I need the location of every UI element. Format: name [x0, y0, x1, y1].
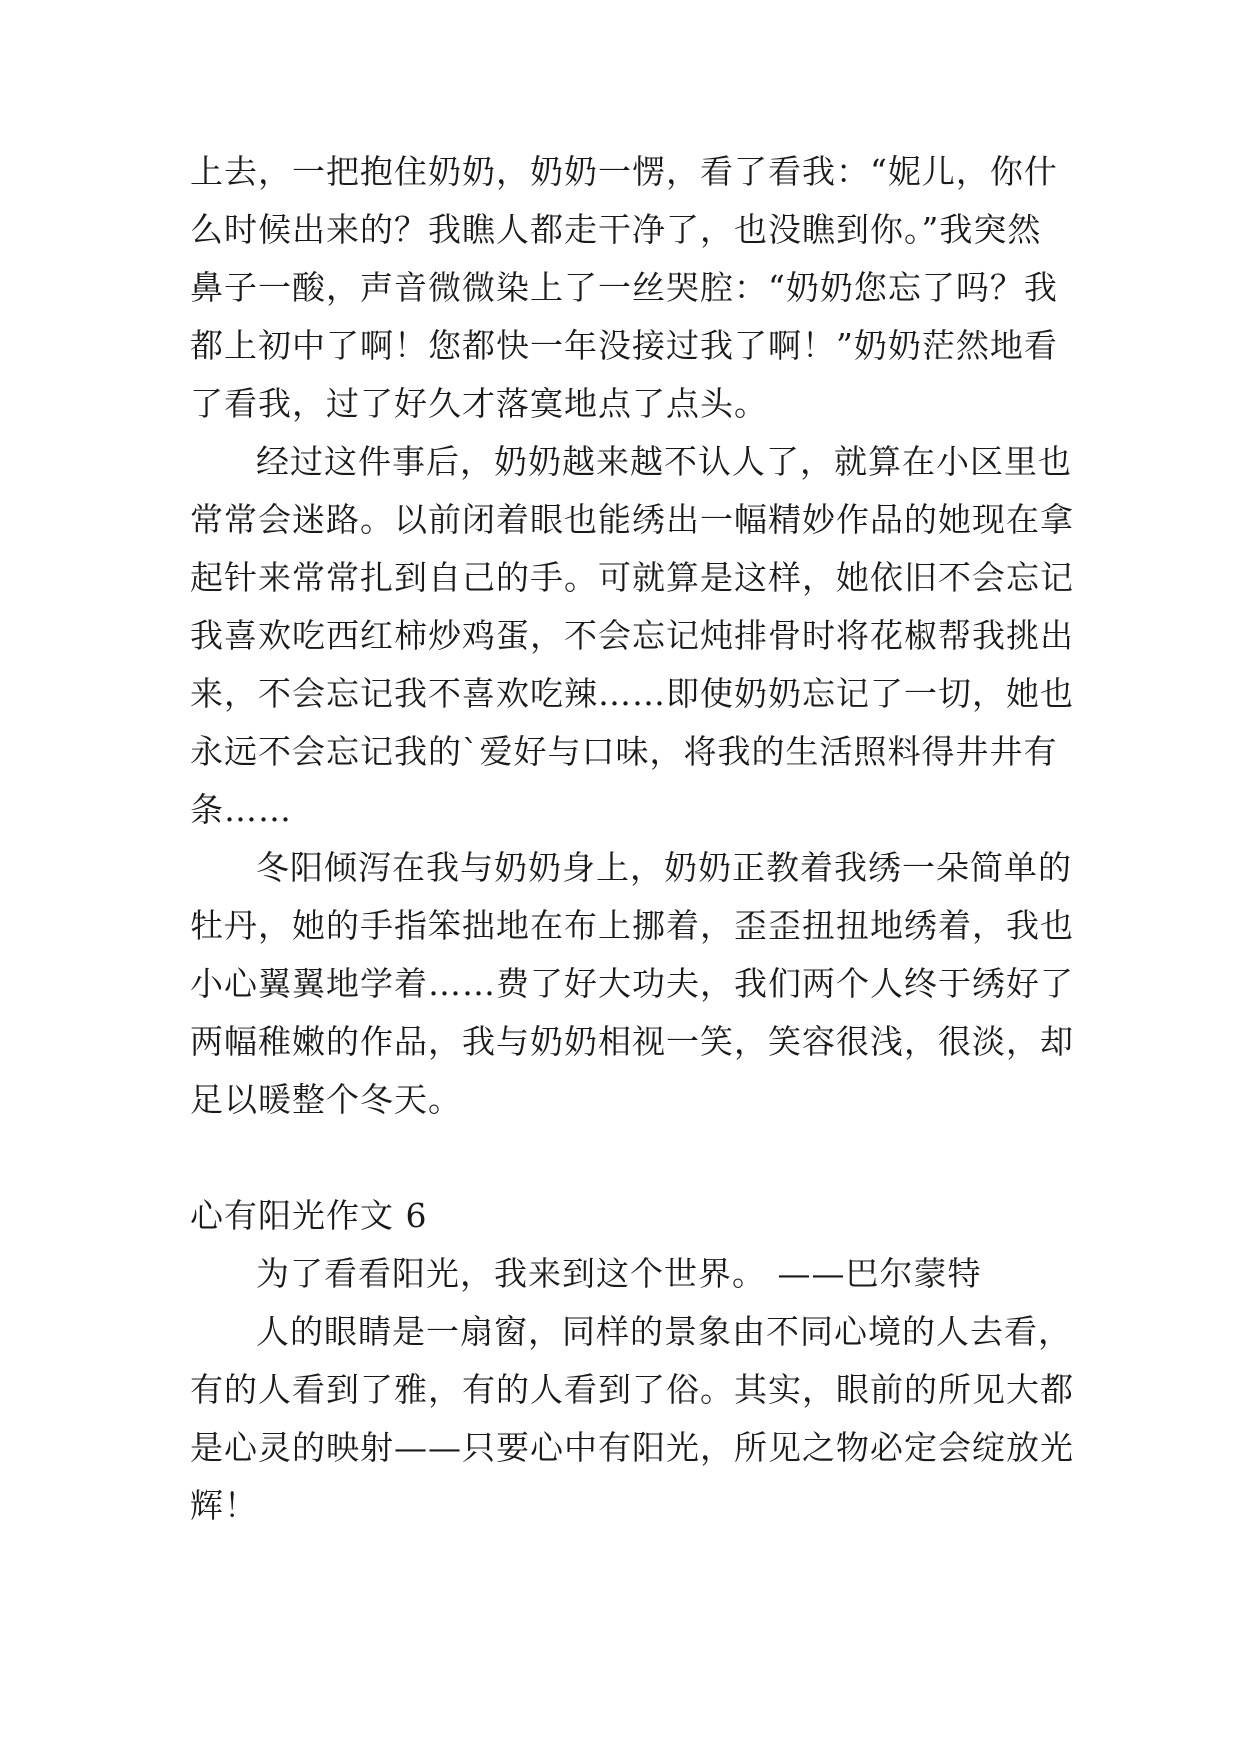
paragraph-line: 常常会迷路。以前闭着眼也能绣出一幅精妙作品的她现在拿 [190, 500, 1074, 539]
paragraph-line: 是心灵的映射——只要心中有阳光，所见之物必定会绽放光 [190, 1428, 1074, 1467]
paragraph-line: 两幅稚嫩的作品，我与奶奶相视一笑，笑容很浅，很淡，却 [190, 1022, 1074, 1061]
paragraph-line: 经过这件事后，奶奶越来越不认人了，就算在小区里也 [256, 442, 1072, 481]
paragraph-line: 我喜欢吃西红柿炒鸡蛋，不会忘记炖排骨时将花椒帮我挑出 [190, 616, 1074, 655]
paragraph-line: 条…… [190, 790, 292, 829]
section-heading: 心有阳光作文 6 [190, 1196, 428, 1235]
paragraph-line: 了看我，过了好久才落寞地点了点头。 [190, 384, 768, 423]
paragraph-line: 小心翼翼地学着……费了好大功夫，我们两个人终于绣好了 [190, 964, 1074, 1003]
paragraph-line: 冬阳倾泻在我与奶奶身上，奶奶正教着我绣一朵简单的 [256, 848, 1072, 887]
paragraph-line: 有的人看到了雅，有的人看到了俗。其实，眼前的所见大都 [190, 1370, 1074, 1409]
paragraph-line: 辉！ [190, 1486, 258, 1525]
paragraph-line: 来，不会忘记我不喜欢吃辣……即使奶奶忘记了一切，她也 [190, 674, 1074, 713]
paragraph-line: 都上初中了啊！您都快一年没接过我了啊！”奶奶茫然地看 [190, 326, 1058, 365]
paragraph-line: 牡丹，她的手指笨拙地在布上挪着，歪歪扭扭地绣着，我也 [190, 906, 1074, 945]
paragraph-line: 么时候出来的？我瞧人都走干净了，也没瞧到你。”我突然 [190, 210, 1042, 249]
paragraph-line: 鼻子一酸，声音微微染上了一丝哭腔：“奶奶您忘了吗？我 [190, 268, 1058, 307]
epigraph-quote: 为了看看阳光，我来到这个世界。 ——巴尔蒙特 [256, 1254, 982, 1293]
paragraph-line: 足以暖整个冬天。 [190, 1080, 462, 1119]
paragraph-line: 人的眼睛是一扇窗，同样的景象由不同心境的人去看， [256, 1312, 1072, 1351]
paragraph-line: 起针来常常扎到自己的手。可就算是这样，她依旧不会忘记 [190, 558, 1074, 597]
paragraph-line: 上去，一把抱住奶奶，奶奶一愣，看了看我：“妮儿，你什 [190, 152, 1058, 191]
paragraph-line: 永远不会忘记我的`爱好与口味，将我的生活照料得井井有 [190, 732, 1058, 771]
